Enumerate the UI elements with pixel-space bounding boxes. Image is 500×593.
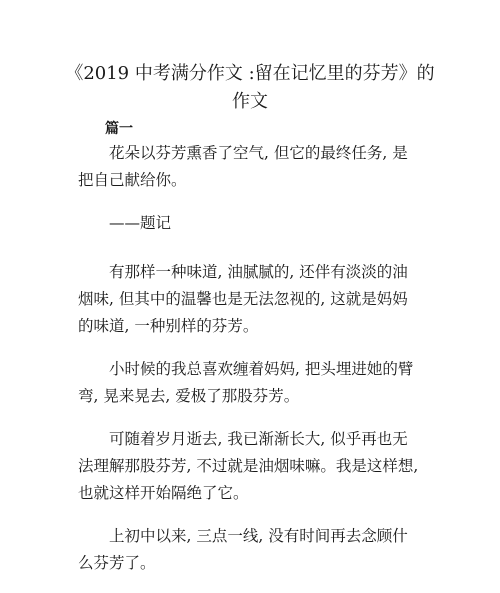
- paragraph-2: 有那样一种味道, 油腻腻的, 还伴有淡淡的油烟味, 但其中的温馨也是无法忽视的, 这就是妈妈的味道, 一种别样的芬芳。: [78, 263, 408, 335]
- document-title: [60, 60, 440, 116]
- paragraph-3: 小时候的我总喜欢缠着妈妈, 把头埋进她的臂弯, 晃来晃去, 爱极了那股芬芳。: [78, 360, 414, 405]
- paragraph-4: 可随着岁月逝去, 我已渐渐长大, 似乎再也无法理解那股芬芳, 不过就是油烟味嘛。我是这样想, 也就这样开始隔绝了它。: [78, 430, 419, 502]
- section-label: 篇一: [105, 121, 133, 137]
- title-line-2: 作文: [232, 91, 268, 112]
- title-line-1: 《2019 中考满分作文 :留在记忆里的芬芳》的: [65, 63, 435, 84]
- paragraph-5: 上初中以来, 三点一线, 没有时间再去念顾什么芬芳了。: [78, 527, 408, 572]
- paragraph-1: 花朵以芬芳熏香了空气, 但它的最终任务, 是把自己献给你。: [78, 144, 408, 189]
- epigraph-attribution: ——题记: [109, 214, 172, 232]
- document-body: [78, 140, 423, 593]
